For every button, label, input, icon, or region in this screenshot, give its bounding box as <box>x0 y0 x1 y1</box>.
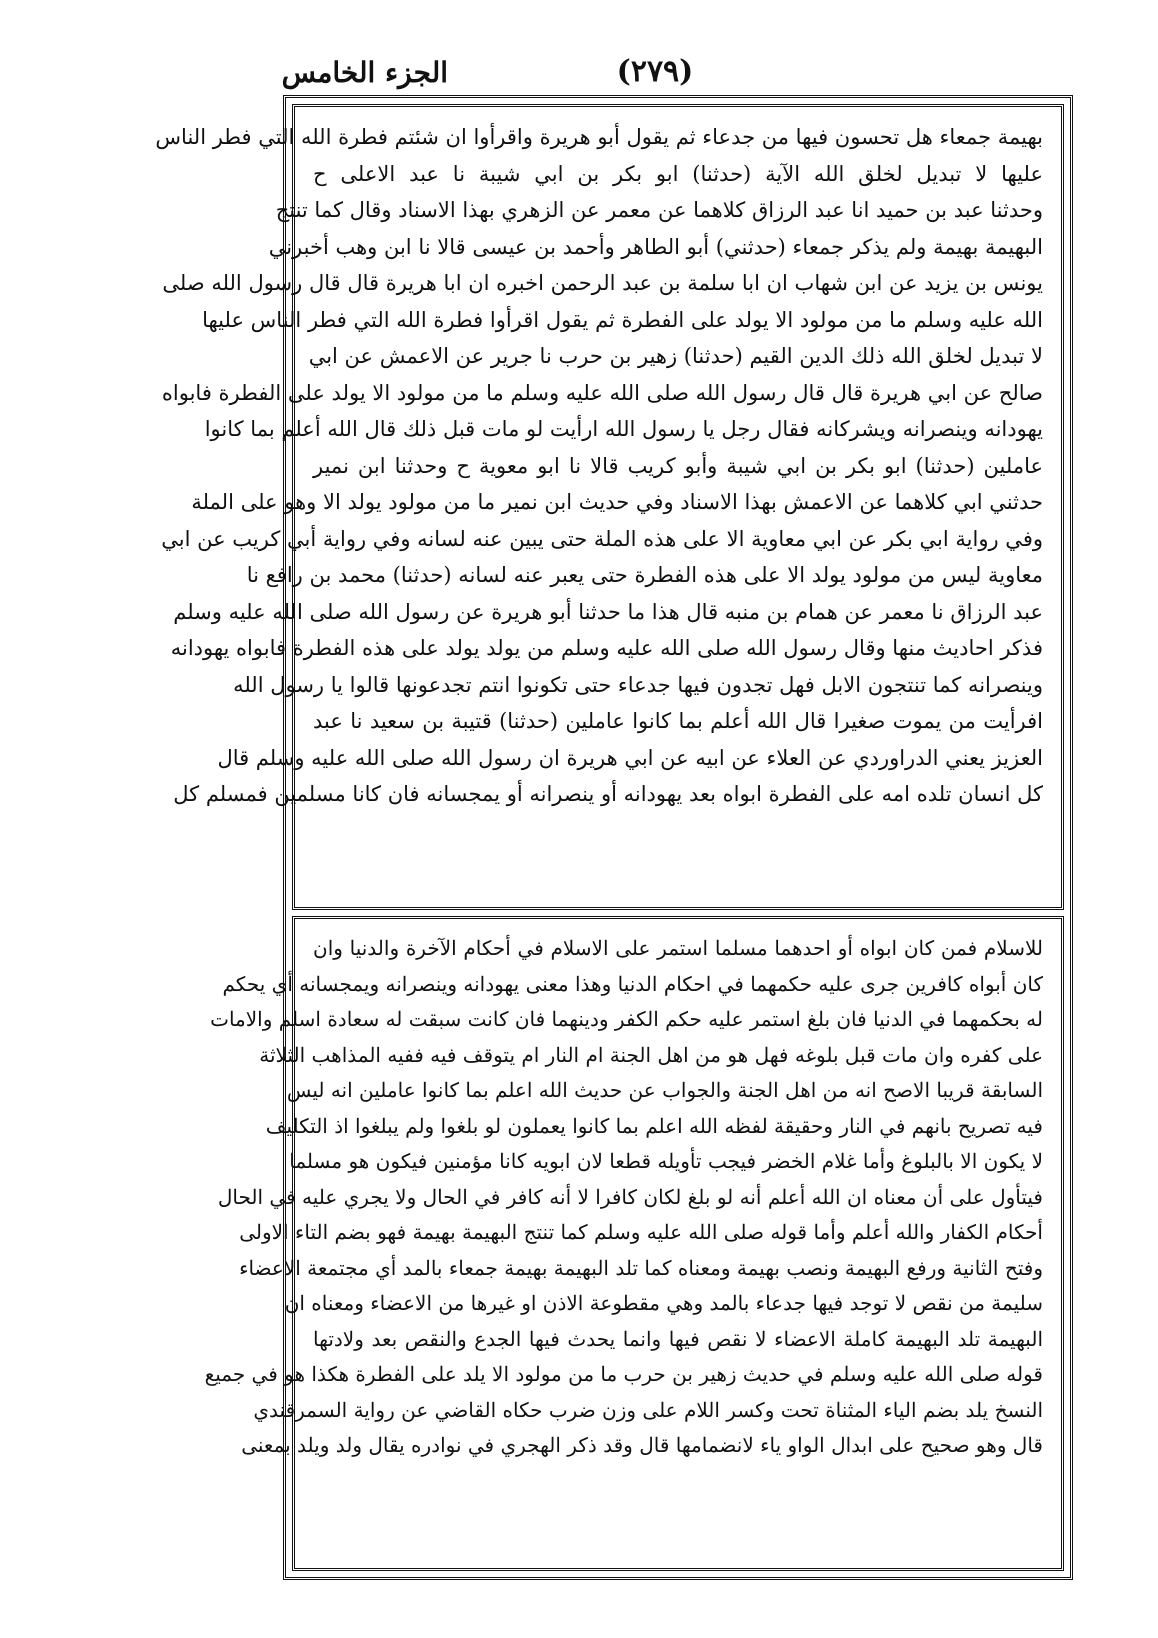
commentary-line: على كفره وان مات قبل بلوغه فهل هو من اهل الجنة ام النار ام يتوقف فيه ففيه المذاهب الثلاثة <box>259 1042 1043 1067</box>
commentary-line: النسخ يلد بضم الياء المثناة تحت وكسر اللام على وزن ضرب حكاه القاضي عن رواية السمرقندي <box>253 1397 1043 1422</box>
hadith-line: عبد الرزاق نا معمر عن همام بن منبه قال هذا ما حدثنا أبو هريرة عن رسول الله صلى الله عليه وسلم <box>173 599 1043 624</box>
hadith-line: حدثني ابي كلاهما عن الاعمش بهذا الاسناد وفي حديث ابن نمير ما من مولود يولد الا وهو على الملة <box>191 490 1043 514</box>
hadith-line: وحدثنا عبد بن حميد انا عبد الرزاق كلاهما عن معمر عن الزهري بهذا الاسناد وقال كما تنتج <box>275 198 1043 222</box>
commentary-line: للاسلام فمن كان ابواه أو احدهما مسلما استمر على الاسلام في أحكام الآخرة والدنيا وان <box>313 936 1043 960</box>
commentary-line: قال وهو صحيح على ابدال الواو ياء لانضمامها قال وقد ذكر الهجري في نوادره يقال ولد ويلد بمعنى <box>241 1433 1043 1457</box>
page-number: (٢٧٩) <box>616 54 694 89</box>
hadith-line: يهودانه وينصرانه ويشركانه فقال رجل يا رسول الله ارأيت لو مات قبل ذلك قال الله أعلم بما كانوا <box>204 417 1043 441</box>
part-title: الجزء الخامس <box>281 56 448 89</box>
page-frame <box>155 95 1073 1580</box>
hadith-line: الله عليه وسلم ما من مولود الا يولد على الفطرة ثم يقول اقرأوا فطرة الله التي فطر الناس عليها <box>202 307 1043 332</box>
commentary-line: لا يكون الا بالبلوغ وأما غلام الخضر فيجب تأويله قطعا لان ابويه كانا مؤمنين فيكون هو مسلما <box>289 1149 1043 1173</box>
hadith-line: العزيز يعني الدراوردي عن العلاء عن ابيه عن ابي هريرة ان رسول الله صلى الله عليه وسلم قال <box>217 745 1043 770</box>
hadith-line: افرأيت من يموت صغيرا قال الله أعلم بما كانوا عاملين (حدثنا) قتيبة بن سعيد نا عبد <box>313 709 1043 733</box>
commentary-line: البهيمة تلد البهيمة كاملة الاعضاء لا نقص فيها وانما يحدث فيها الجدع والنقص بعد ولادتها <box>313 1326 1043 1351</box>
commentary-line: كان أبواه كافرين جرى عليه حكمهما في احكام الدنيا وهذا معنى يهودانه وينصرانه ويمجسانه أي يحكم <box>222 971 1043 996</box>
hadith-line: فذكر احاديث منها وقال رسول الله صلى الله عليه وسلم من يولد يولد على هذه الفطرة فابواه يهودانه <box>170 636 1043 660</box>
hadith-text-panel <box>155 104 1064 910</box>
hadith-line: يونس بن يزيد عن ابن شهاب ان ابا سلمة بن عبد الرحمن اخبره ان ابا هريرة قال قال رسول الله صلى <box>162 271 1043 295</box>
commentary-line: له بحكمهما في الدنيا فان بلغ استمر عليه حكم الكفر ودينهما فان كانت سبقت له سعادة اسلم والامات <box>210 1007 1043 1031</box>
commentary-line: فيتأول على أن معناه ان الله أعلم أنه لو بلغ لكان كافرا لا أنه كافر في الحال ولا يجري عليه في الحال <box>217 1184 1043 1209</box>
commentary-line-with-quoted-hadith: قوله صلى الله عليه وسلم في حديث زهير بن حرب ما من مولود الا يلد على الفطرة هكذا هو في جميع <box>204 1362 1043 1386</box>
hadith-line: صالح عن ابي هريرة قال قال رسول الله صلى الله عليه وسلم ما من مولود الا يولد على الفطرة فابواه <box>161 380 1043 405</box>
commentary-line-with-quoted-hadith: أحكام الكفار والله أعلم وأما قوله صلى الله عليه وسلم كما تنتج البهيمة بهيمة فهو بضم التاء الاولى <box>239 1220 1043 1244</box>
hadith-line: وينصرانه كما تنتجون الابل فهل تجدون فيها جدعاء حتى تكونوا انتم تجدعونها قالوا يا رسول الله <box>233 672 1043 697</box>
commentary-line: فيه تصريح بانهم في النار وحقيقة لفظه الله اعلم بما كانوا يعملون لو بلغوا ولم يبلغوا اذ التكليف <box>265 1113 1043 1138</box>
commentary-line: السابقة قريبا الاصح انه من اهل الجنة والجواب عن حديث الله اعلم بما كانوا عاملين انه ليس <box>286 1078 1043 1102</box>
hadith-line: كل انسان تلده امه على الفطرة ابواه بعد يهودانه أو ينصرانه أو يمجسانه فان كانا مسلمين فمسلم كل <box>173 782 1043 806</box>
hadith-line: وفي رواية ابي بكر عن ابي معاوية الا على هذه الملة حتى يبين عنه لسانه وفي رواية أبي كريب عن ابي <box>161 526 1043 551</box>
commentary-line: وفتح الثانية ورفع البهيمة ونصب بهيمة ومعناه كما تلد البهيمة بهيمة جمعاء بالمد أي مجتمعة الاعضاء <box>239 1255 1043 1280</box>
commentary-line: سليمة من نقص لا توجد فيها جدعاء بالمد وهي مقطوعة الاذن او غيرها من الاعضاء ومعناه ان <box>284 1291 1043 1315</box>
hadith-line: بهيمة جمعاء هل تحسون فيها من جدعاء ثم يقول أبو هريرة واقرأوا ان شئتم فطرة الله التي فطر الناس <box>155 125 1043 149</box>
hadith-line: عاملين (حدثنا) ابو بكر بن ابي شيبة وأبو كريب قالا نا ابو معوية ح وحدثنا ابن نمير <box>313 453 1043 478</box>
running-head <box>0 44 1158 94</box>
hadith-line: معاوية ليس من مولود يولد الا على هذه الفطرة حتى يعبر عنه لسانه (حدثنا) محمد بن رافع نا <box>246 563 1043 587</box>
commentary-text-panel <box>204 916 1064 1571</box>
hadith-line: البهيمة بهيمة ولم يذكر جمعاء (حدثني) أبو الطاهر وأحمد بن عيسى قالا نا ابن وهب أخبرني <box>268 234 1043 259</box>
hadith-line: عليها لا تبديل لخلق الله الآية (حدثنا) ابو بكر بن ابي شيبة نا عبد الاعلى ح <box>313 161 1043 186</box>
hadith-line: لا تبديل لخلق الله ذلك الدين القيم (حدثنا) زهير بن حرب نا جرير عن الاعمش عن ابي <box>308 344 1043 368</box>
